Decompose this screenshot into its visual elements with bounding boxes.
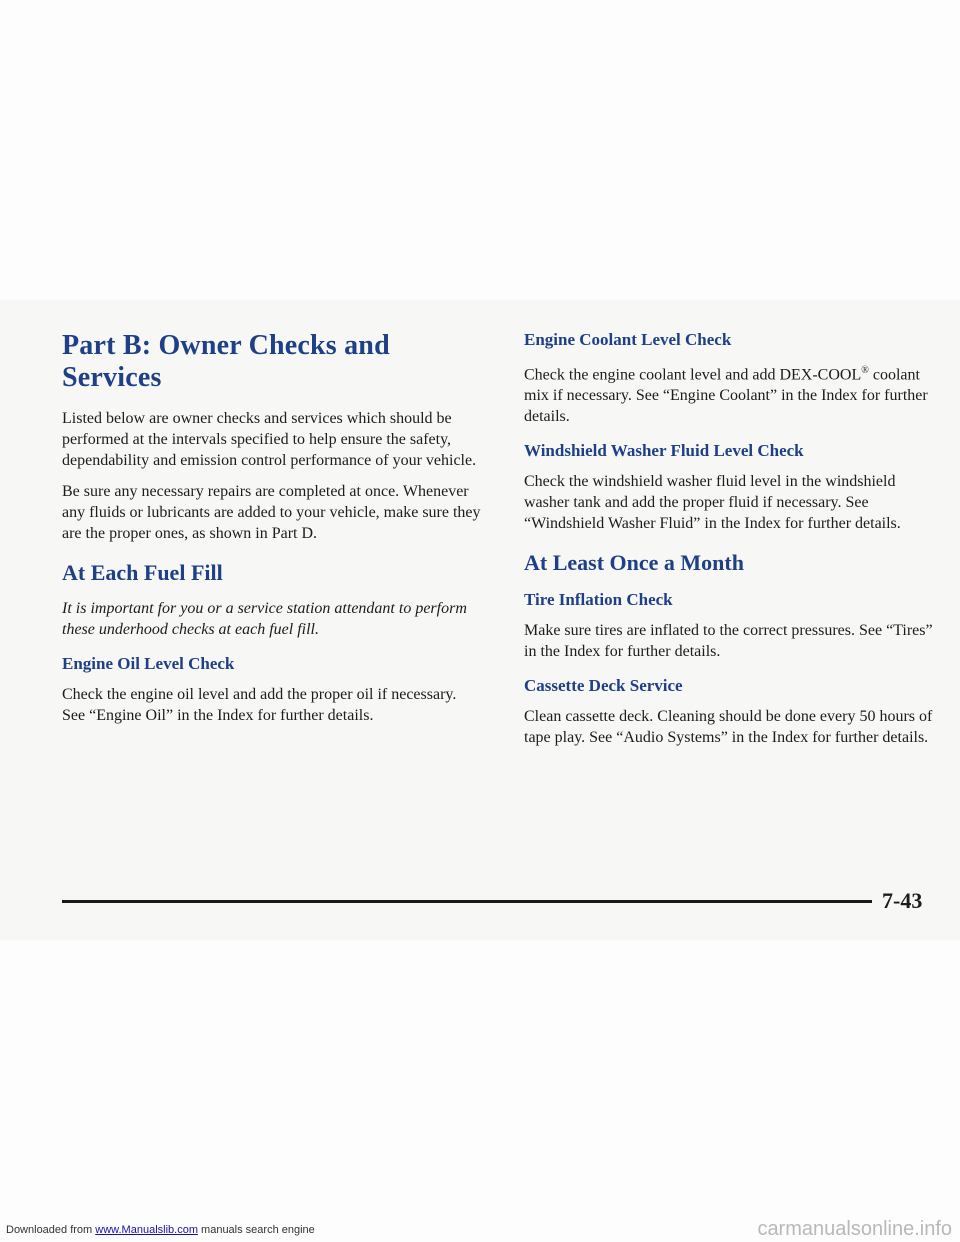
washer-check-heading: Windshield Washer Fluid Level Check: [524, 441, 804, 461]
monthly-heading: At Least Once a Month: [524, 550, 744, 576]
page-title: Part B: Owner Checks and Services: [62, 330, 390, 393]
intro-paragraph-2: Be sure any necessary repairs are completed at once. Whenever any fluids or lubricants are added to your vehicle, make sure they are the proper ones, as shown in Part D.: [62, 483, 481, 542]
washer-check-text: Check the windshield washer fluid level in the windshield washer tank and add the proper fluid if necessary. See “Windshield Washer Fluid” in the Index for further details.: [524, 473, 901, 533]
footer-suffix: manuals search engine: [197, 1224, 315, 1236]
manualslib-link[interactable]: www.Manualslib.com: [95, 1224, 198, 1236]
coolant-text-end: coolant mix if necessary. See “Engine Coolant” in the Index for further details.: [524, 366, 928, 426]
fuel-fill-note: It is important for you or a service station attendant to perform these underhood checks at each fuel fill.: [62, 600, 467, 638]
coolant-text-start: Check the engine coolant level and add DEX-COOL: [524, 366, 862, 384]
oil-check-heading: Engine Oil Level Check: [62, 654, 235, 673]
footer-prefix: Downloaded from: [6, 1224, 96, 1236]
coolant-check-heading: Engine Coolant Level Check: [524, 330, 732, 349]
registered-mark: ®: [861, 365, 869, 376]
tire-check-heading: Tire Inflation Check: [524, 590, 673, 610]
watermark: carmanualsonline.info: [757, 1218, 952, 1240]
cassette-service-heading: Cassette Deck Service: [524, 676, 683, 696]
fuel-fill-heading: At Each Fuel Fill: [62, 560, 223, 585]
download-footer: [6, 1224, 315, 1236]
left-column: [62, 330, 482, 736]
right-column: [524, 330, 934, 758]
intro-paragraph-1: Listed below are owner checks and services which should be performed at the intervals specified to help ensure the safety, dependability and emission control performance of your vehicle.: [62, 410, 477, 469]
oil-check-text: Check the engine oil level and add the proper oil if necessary. See “Engine Oil” in the Index for further details.: [62, 686, 457, 724]
cassette-service-text: Clean cassette deck. Cleaning should be done every 50 hours of tape play. See “Audio Systems” in the Index for further details.: [524, 708, 933, 747]
page-number: 7-43: [882, 888, 923, 913]
footer-rule: [62, 900, 872, 903]
coolant-check-text: [524, 360, 934, 427]
tire-check-text: Make sure tires are inflated to the correct pressures. See “Tires” in the Index for further details.: [524, 622, 933, 661]
